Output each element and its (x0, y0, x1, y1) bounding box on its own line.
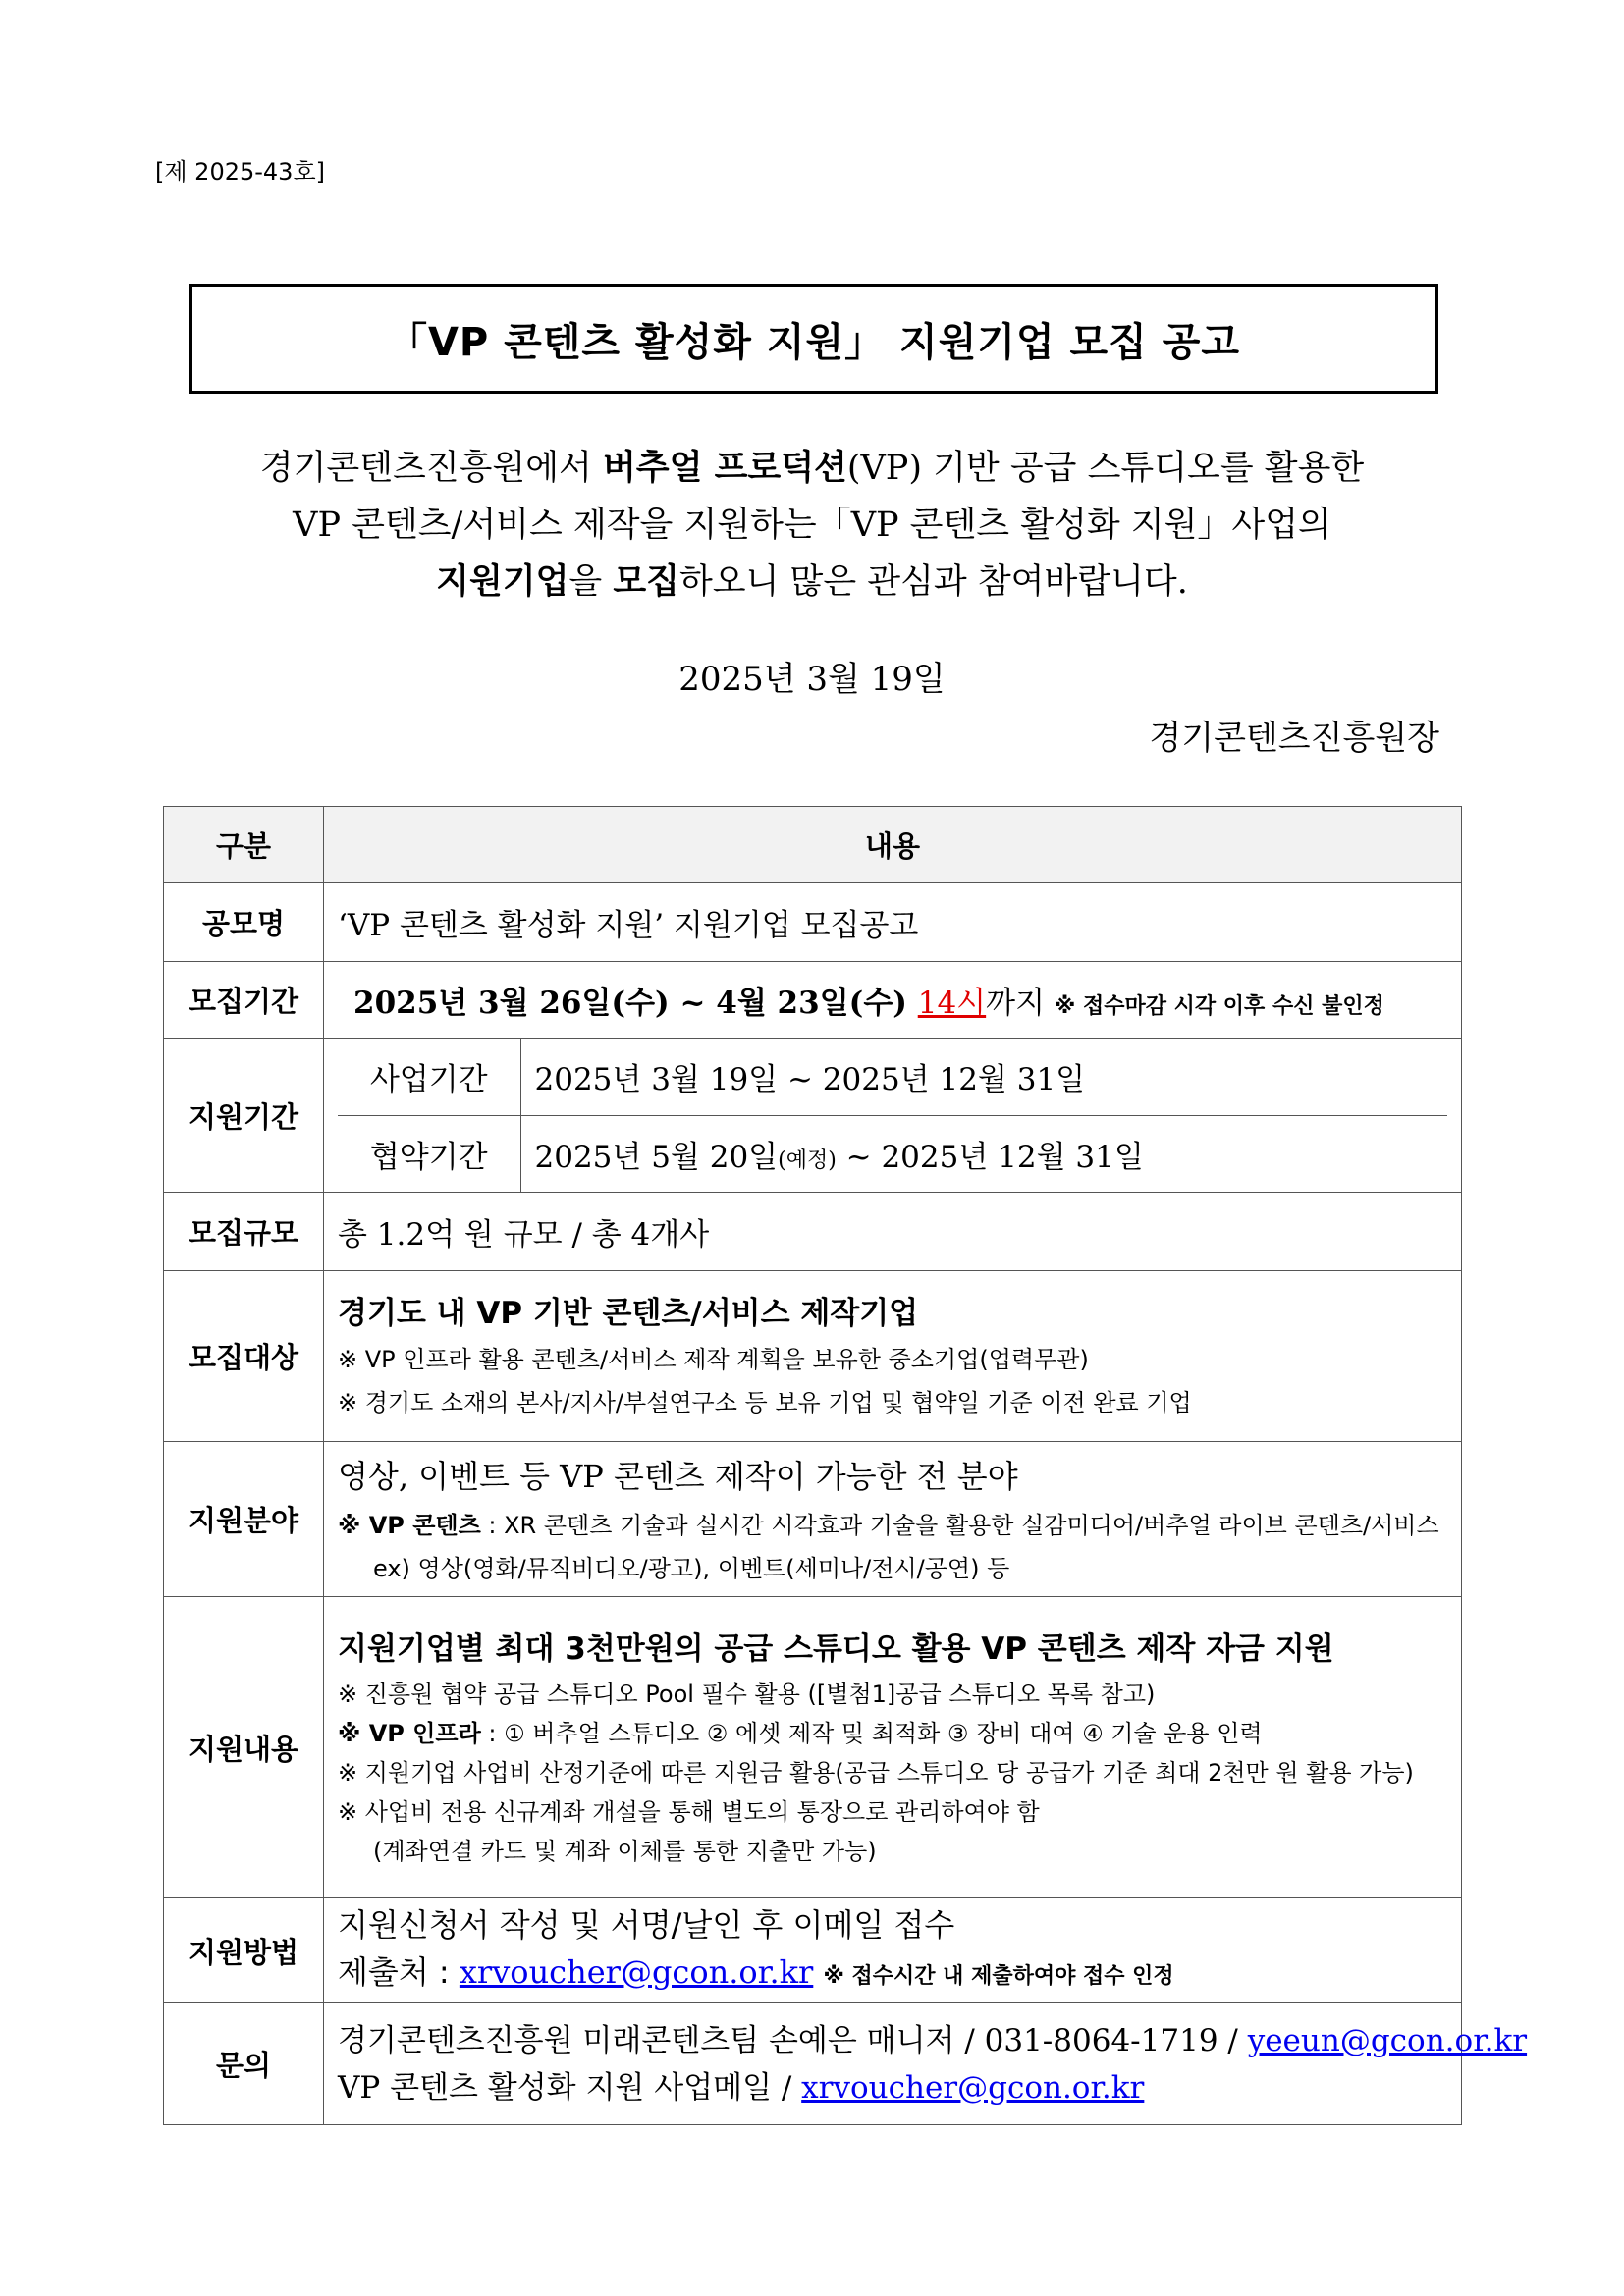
row-value (324, 962, 1462, 1039)
row-label: 모집대상 (164, 1271, 324, 1442)
intro-bold: 지원기업 (436, 562, 569, 602)
method-submit (338, 1949, 1447, 2001)
field-note-bold: ※ VP 콘텐츠 (338, 1511, 481, 1539)
content-note-bold: ※ VP 인프라 (338, 1720, 481, 1747)
organization-signature: 경기콘텐츠진흥원장 (1149, 719, 1439, 758)
contact-email-link[interactable]: yeeun@gcon.or.kr (1247, 2022, 1528, 2058)
intro-text: 경기콘텐츠진흥원에서 (259, 449, 603, 488)
support-period-subtable (338, 1039, 1447, 1192)
header-content: 내용 (324, 807, 1462, 883)
table-row-name (164, 883, 1462, 962)
contract-start: 2025년 5월 20일 (534, 1139, 779, 1175)
business-period-label: 사업기간 (338, 1039, 520, 1115)
document-number: [제 2025-43호] (155, 158, 326, 186)
field-note-text: : XR 콘텐츠 기술과 실시간 시각효과 기술을 활용한 실감미디어/버추얼 라이브 콘텐츠/서비스 (480, 1511, 1439, 1539)
row-value (324, 2003, 1528, 2125)
row-label: 모집기간 (164, 962, 324, 1039)
intro-text: 을 (568, 562, 614, 602)
contract-tentative: (예정) (778, 1148, 837, 1173)
contact-line-2 (338, 2064, 1447, 2111)
row-label: 지원분야 (164, 1442, 324, 1597)
intro-text: (VP) 기반 공급 스튜디오를 활용한 (846, 449, 1365, 488)
content-note: ※ 지원기업 사업비 산정기준에 따른 지원금 활용(공급 스튜디오 당 공급가 기준 최대 2천만 원 활용 가능) (338, 1759, 1414, 1787)
row-label: 지원기간 (164, 1039, 324, 1193)
row-value: ‘VP 콘텐츠 활성화 지원’ 지원기업 모집공고 (324, 883, 1462, 962)
period-main: 2025년 3월 26일(수) ~ 4월 23일(수) (353, 986, 918, 1021)
row-value (324, 1898, 1462, 2003)
row-label: 모집규모 (164, 1193, 324, 1271)
table-header-row (164, 807, 1462, 883)
intro-line-3 (157, 554, 1467, 611)
intro-bold: 모집 (613, 562, 679, 602)
period-note: ※ 접수마감 시각 이후 수신 불인정 (1054, 994, 1384, 1019)
contact-line-1 (338, 2017, 1528, 2064)
title-box (189, 284, 1438, 394)
method-note: ※ 접수시간 내 제출하여야 접수 인정 (823, 1963, 1174, 1989)
row-value: 총 1.2억 원 규모 / 총 4개사 (324, 1193, 1462, 1271)
row-label: 지원내용 (164, 1597, 324, 1898)
content-note (338, 1714, 1447, 1753)
target-main: 경기도 내 VP 기반 콘텐츠/서비스 제작기업 (338, 1295, 919, 1331)
submit-email-link[interactable]: xrvoucher@gcon.or.kr (459, 1952, 814, 1991)
field-note: ex) 영상(영화/뮤직비디오/광고), 이벤트(세미나/전시/공연) 등 (373, 1554, 1010, 1582)
header-label: 구분 (164, 807, 324, 883)
row-value (324, 1271, 1462, 1442)
content-note: (계좌연결 카드 및 계좌 이체를 통한 지출만 가능) (373, 1838, 877, 1865)
method-main: 지원신청서 작성 및 서명/날인 후 이메일 접수 (338, 1905, 955, 1944)
announcement-date: 2025년 3월 19일 (678, 660, 946, 699)
contract-end: ~ 2025년 12월 31일 (836, 1139, 1144, 1175)
content-note-text: : ① 버추얼 스튜디오 ② 에셋 제작 및 최적화 ③ 장비 대여 ④ 기술 운용 인력 (480, 1720, 1263, 1747)
row-label: 지원방법 (164, 1898, 324, 2003)
table-row-method (164, 1898, 1462, 2003)
intro-line-1 (157, 440, 1467, 497)
content-note: ※ 진흥원 협약 공급 스튜디오 Pool 필수 활용 ([별첨1]공급 스튜디오 목록 참고) (338, 1681, 1156, 1708)
subtable-row (338, 1115, 1447, 1192)
table-row-target (164, 1271, 1462, 1442)
contract-period-label: 협약기간 (338, 1115, 520, 1192)
submit-label: 제출처 : (338, 1952, 460, 1991)
period-until: 까지 (986, 986, 1046, 1021)
table-row-period (164, 962, 1462, 1039)
page-title: 「VP 콘텐츠 활성화 지원」 지원기업 모집 공고 (387, 319, 1241, 365)
contact-business-mail: VP 콘텐츠 활성화 지원 사업메일 / (338, 2069, 802, 2106)
intro-paragraph (157, 440, 1467, 611)
content-main: 지원기업별 최대 3천만원의 공급 스튜디오 활용 VP 콘텐츠 제작 자금 지원 (338, 1631, 1334, 1667)
target-note: ※ 경기도 소재의 본사/지사/부설연구소 등 보유 기업 및 협약일 기준 이전 완료 기업 (338, 1388, 1192, 1416)
row-value (324, 1442, 1462, 1597)
table-row-scale (164, 1193, 1462, 1271)
intro-bold: 버추얼 프로덕션 (603, 449, 847, 488)
period-deadline-time: 14시 (917, 986, 987, 1021)
field-main: 영상, 이벤트 등 VP 콘텐츠 제작이 가능한 전 분야 (338, 1457, 1018, 1495)
business-email-link[interactable]: xrvoucher@gcon.or.kr (801, 2069, 1145, 2106)
table-row-contact (164, 2003, 1462, 2125)
target-note: ※ VP 인프라 활용 콘텐츠/서비스 제작 계획을 보유한 중소기업(업력무관) (338, 1345, 1089, 1373)
row-label: 문의 (164, 2003, 324, 2125)
table-row-field (164, 1442, 1462, 1597)
intro-line-2: VP 콘텐츠/서비스 제작을 지원하는「VP 콘텐츠 활성화 지원」사업의 (293, 506, 1331, 545)
subtable-row (338, 1039, 1447, 1115)
business-period-value: 2025년 3월 19일 ~ 2025년 12월 31일 (520, 1039, 1447, 1115)
field-note (338, 1504, 1447, 1547)
row-label: 공모명 (164, 883, 324, 962)
intro-text: 하오니 많은 관심과 참여바랍니다. (678, 562, 1188, 602)
row-value (324, 1597, 1462, 1898)
content-note: ※ 사업비 전용 신규계좌 개설을 통해 별도의 통장으로 관리하여야 함 (338, 1798, 1040, 1826)
table-row-support-period (164, 1039, 1462, 1193)
info-table (163, 806, 1528, 2125)
contact-person: 경기콘텐츠진흥원 미래콘텐츠팀 손예은 매니저 / 031-8064-1719 / (338, 2022, 1248, 2058)
row-value (324, 1039, 1462, 1193)
contract-period-value (520, 1115, 1447, 1192)
table-row-content (164, 1597, 1462, 1898)
